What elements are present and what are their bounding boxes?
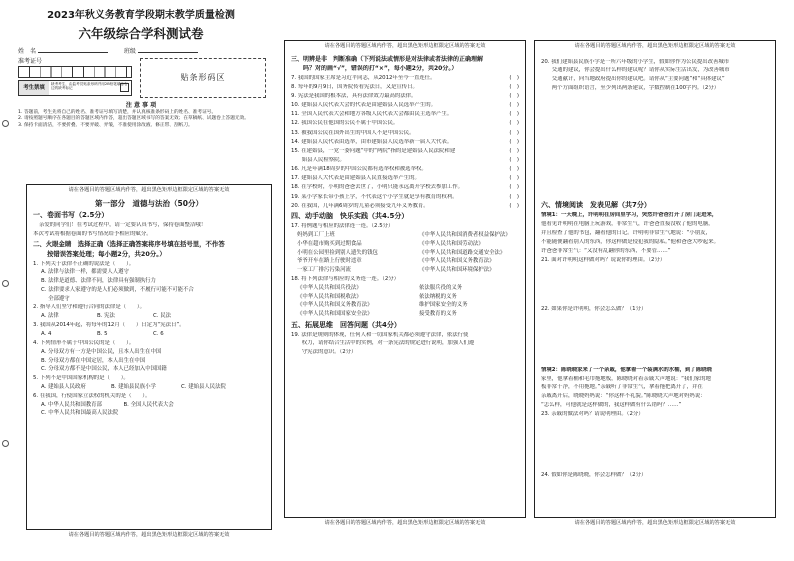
- match-list-1: [291, 232, 519, 274]
- region-warning-top-middle: 请在各题目的答题区域内作答，超出黑色矩形边框限定区域的答案无效: [324, 43, 486, 49]
- judge-item: [291, 194, 519, 201]
- section-3-title: 三、明辨是非 判断准确（下列说法或情形是对法律或者法律的正确理解: [291, 55, 484, 63]
- section-2-title: 二、火眼金睛 选择正确（选择正确答案将序号填在括号里，不作答: [33, 240, 225, 249]
- match-left: 《中华人民共和国义务教育法》: [297, 302, 373, 309]
- q20-line-2: 交通的建议，你会提出什么样的建议呢？请你从实际生活出发，为改善城市: [541, 67, 730, 74]
- q5-opt-b: B. 建始县民族小学: [111, 383, 156, 390]
- q2-opt-c: C. 民法: [153, 313, 171, 320]
- story-line: 板非常干净，不用拖地。”亲戚听了非常生气，拿着拖把离开了，并在: [541, 384, 703, 391]
- judge-text: 16. 凡是年满18周岁的中国公民都有选举权和被选举权。: [291, 166, 427, 173]
- judge-text: 10. 建始县人民代表大会的代表是由建始县人民选举产生的。: [291, 102, 437, 109]
- judge-text: 11. 全国人民代表大会和地方各级人民代表大会都由民主选举产生。: [291, 111, 453, 118]
- q4: 4. 下列情形不属于中国公民的是（ ）。: [33, 339, 135, 346]
- match-right: 接受教育的义务: [419, 311, 457, 318]
- story-1: [541, 212, 769, 255]
- notice-list: [18, 110, 268, 129]
- section-6-title: 六、情境阅读 发表见解（共7分）: [541, 201, 651, 210]
- q20-line-3: 交通献计，向当地政府提出你的建议吧。请你从“主要问题”和“具体建议”: [541, 76, 725, 83]
- absent-mark[interactable]: [120, 83, 129, 92]
- q2-opt-b: B. 宪法: [97, 313, 115, 320]
- q5-options: [41, 384, 265, 391]
- judge-text: 20. 在我国，几年满6周岁的儿童必须接受九年义务教育。: [291, 202, 429, 209]
- match-row: [297, 311, 519, 318]
- judge-item: [291, 157, 519, 164]
- judge-text: 18. 在学校时，小明的爸爸去世了，小明只能永远离开学校去参加工作。: [291, 184, 464, 191]
- q21-answer-space[interactable]: [541, 266, 769, 306]
- q22-answer-space[interactable]: [541, 315, 769, 367]
- judge-item: [291, 84, 519, 91]
- judge-answer-bracket[interactable]: ( ): [509, 147, 519, 154]
- answer-region-middle[interactable]: [284, 40, 526, 518]
- judge-text: 19. 某小学家长带小孩上学，不代表这个小学生就是享有教育的权利。: [291, 193, 458, 200]
- q6-opt-c: C. 中华人民共和国最高人民法院: [41, 410, 119, 417]
- region-warning-bottom-left: 请在各题目的答题区域内作答，超出黑色矩形边框限定区域的答案无效: [68, 532, 230, 538]
- q4-opt-b: B. 分母双方都在中国定居，本人出生在中国: [41, 357, 146, 364]
- judge-text: 始县人民检察院。: [291, 156, 345, 163]
- match-row: [297, 302, 519, 309]
- q5-opt-a: A. 建始县人民政府: [41, 383, 86, 390]
- q19-line-1: 19. 法律是规则的体现，任何人和一切国家机关都必须遵守法律，依法行使: [291, 331, 469, 338]
- ticket-number-grid[interactable]: [18, 66, 132, 78]
- story-line: 情境1：一天晚上，许明明在房间里学习，突然许爸爸打开了房门走进来，: [541, 212, 718, 218]
- binding-marks: [2, 0, 8, 561]
- q1: 1. 下列关于法律不正确的说法是（ ）。: [33, 260, 135, 267]
- barcode-label: 贴条形码区: [180, 73, 226, 82]
- match-left: 《中华人民共和国兵役法》: [297, 284, 362, 291]
- match-left: 《中华人民共和国国家安全法》: [297, 311, 373, 318]
- match-right: 《中华人民共和国义务教育法》: [419, 258, 495, 265]
- q2-opt-a: A. 法律: [41, 313, 59, 320]
- exam-title: 2023年秋义务教育学段期末教学质量检测: [47, 10, 235, 21]
- match-row: [297, 250, 519, 257]
- q20-line-1: 20. 我们建始县民族小学是一所六年级的小学生，假如你作为公民提出改善城市: [541, 58, 730, 65]
- q4-opt-a: A. 分母双方有一方是中国公民，且本人出生在中国: [41, 348, 162, 355]
- judge-text: 8. 每年的9月9日，国务院传看宪法日，又是宣传日。: [291, 83, 418, 90]
- q24: 24. 假如你是陈晓晓，你会怎样做？（2分）: [541, 472, 647, 479]
- match-left: 小明在公园里捡到别人遗失的钱包: [297, 249, 378, 256]
- story-line: “怎么样，可他就是这样做的，我这样做有什么错吗？……”: [541, 402, 682, 409]
- match-right: 维护国家安全的义务: [419, 302, 468, 309]
- match-left: 《中华人民共和国税收法》: [297, 293, 362, 300]
- judge-answer-bracket[interactable]: ( ): [509, 74, 519, 81]
- q4-opt-c: C. 分母双方都不是中国公民，本人已经加入中国国籍: [41, 366, 167, 373]
- name-row: [18, 46, 258, 56]
- notice-title: 注 意 事 项: [125, 102, 157, 109]
- judge-answer-bracket[interactable]: ( ): [509, 92, 519, 99]
- judge-item: [291, 111, 519, 118]
- judge-item: [291, 75, 519, 82]
- name-field[interactable]: [38, 46, 108, 53]
- stamp-box: [18, 80, 132, 96]
- judge-answer-bracket[interactable]: ( ): [509, 129, 519, 136]
- judge-item: [291, 120, 519, 127]
- ticket-label: 准考证号: [18, 58, 43, 65]
- match-right: 《中华人民共和国道路交通安全法》: [419, 249, 506, 256]
- story-line: 不能随便翻看别人的东西，你这样做是侵犯我的隐私。”他和爸爸大吵起来。: [541, 238, 719, 245]
- judge-item: [291, 130, 519, 137]
- match-left: 爷爷开车在路上行驶时违章: [297, 258, 362, 265]
- match-left: 一家工厂排污污染河流: [297, 267, 351, 274]
- column-left: [10, 6, 272, 546]
- q1-opt-c-cont: 全部遵守: [41, 295, 70, 302]
- section-1-title: 一、卷面书写（2.5分）: [33, 210, 109, 219]
- q3-opt-b: B. 5: [97, 331, 108, 338]
- q2-options: [41, 313, 265, 320]
- match-right: 《中华人民共和国环境保护法》: [419, 267, 495, 274]
- story-line: 许爸爸非常生气：“又没有乱翻你的东西，不要管……”: [541, 247, 671, 254]
- region-warning-top-right: 请在各题目的答题区域内作答，超出黑色矩形边框限定区域的答案无效: [574, 43, 736, 49]
- match-row: [297, 285, 519, 292]
- q20-answer-space[interactable]: [541, 94, 769, 198]
- q20-line-4: 两个方面组织语言，至少列出两条建议，字数控制在100字内。（2分）: [541, 85, 720, 92]
- barcode-area: [140, 58, 266, 98]
- match-right: 依法纳税的义务: [419, 293, 457, 300]
- q6: 6. 在我国，行使国家立法权的机关的是（ ）。: [33, 392, 151, 399]
- judge-text: 12. 我国公民在他国的公民不属于中国公民。: [291, 120, 399, 127]
- judge-answer-bracket[interactable]: ( ): [509, 175, 519, 182]
- answer-region-right[interactable]: [534, 40, 776, 518]
- q3-opt-c: C. 6: [153, 331, 164, 338]
- judge-item: [291, 203, 519, 210]
- story-line: 情境2：陈晓晓家来了一个亲戚，他拿着一个装满水的水桶，到了陈晓晓: [541, 366, 712, 373]
- q23-answer-space[interactable]: [541, 420, 769, 472]
- answer-region-left[interactable]: [26, 184, 272, 530]
- notice-3: 3. 保持卡面清洁，不要折叠、不要弄破、弄皱，不准使用涂改液、修正带、刮纸刀。: [18, 122, 193, 128]
- notice-2: 2. 请按照题号顺序在各题目的答题区域内作答，超出答题区域书写的答案无效；在草稿纸、试题卷上答题无效。: [18, 116, 249, 122]
- match-right: 依法服兵役的义务: [419, 284, 463, 291]
- match-row: [297, 294, 519, 301]
- q21: 21. 面对许明明这样做对吗？说说你的理由。（2分）: [541, 256, 666, 263]
- q19-line-2: 权力，请你结合生活中的实例，对一条宪法的规定进行说明，加强人们遵: [291, 340, 475, 347]
- match-right: 《中华人民共和国消费者权益保护法》: [419, 232, 511, 239]
- judge-answer-bracket[interactable]: ( ): [509, 202, 519, 209]
- stamp-note: 缺考考生，由监考员贴条形码并用2B铅笔填涂右边的缺考标记: [51, 82, 128, 91]
- judge-answer-bracket[interactable]: ( ): [509, 166, 519, 173]
- judge-answer-bracket[interactable]: ( ): [509, 102, 519, 109]
- judge-answer-bracket[interactable]: ( ): [509, 111, 519, 118]
- judge-text: 15. 在建始县，一党一委问题“中的“两院”指的是建始县人民法院和建: [291, 147, 456, 154]
- match-left: 小华在超市购买到过期食品: [297, 240, 362, 247]
- judge-item: [291, 93, 519, 100]
- judge-text: 7. 我国的国家主席是习近平同志，从2012年至今一直连任。: [291, 74, 436, 81]
- section-1-text-1: 亲爱的同学们！在考试过程中，请一定要认真书写，保持卷面整洁哦！: [39, 221, 207, 228]
- judge-item: [291, 184, 519, 191]
- judge-answer-bracket[interactable]: ( ): [509, 156, 519, 163]
- subject-title: 六年级综合学科测试卷: [78, 26, 204, 41]
- story-line: 他看见许明明在电脑上玩游戏，非常生气，许爸爸直接没收了他的电脑，: [541, 220, 714, 227]
- section-1-text-2: 本次考试将根据卷面的书写情况给予相应的赋分。: [33, 230, 152, 237]
- q23: 23. 亲戚的做法对吗？请说明理由。（2分）: [541, 411, 644, 418]
- judge-text: 14. 建始县人民代表由选举，由市建始县人民选举新一届人大代表。: [291, 138, 453, 145]
- match-row: [297, 267, 519, 274]
- judge-answer-bracket[interactable]: ( ): [509, 184, 519, 191]
- region-warning-bottom-middle: 请在各题目的答题区域内作答，超出黑色矩形边框限定区域的答案无效: [324, 520, 486, 526]
- q22: 22. 如果你是许明明，你会怎么做？（1分）: [541, 305, 647, 312]
- judge-item: [291, 102, 519, 109]
- story-line: 家里，他拿着桶和毛巾拖地板，陈晓晓对着亲戚大声地说：“我们家的地: [541, 375, 711, 382]
- match-row: [297, 258, 519, 265]
- q3-options: [41, 331, 265, 338]
- match-list-2: [291, 285, 519, 318]
- region-warning-top: 请在各题目的答题区域内作答，超出黑色矩形边框限定区域的答案无效: [68, 187, 230, 193]
- match-row: [297, 232, 519, 239]
- section-3-title-b: 吗？对的画“√”，错误的打“×”，每小题2分，共20分。）: [303, 65, 458, 72]
- q1-opt-b: B. 法律是道德、法律不同，法律具有强制执行力: [41, 278, 156, 285]
- judge-item: [291, 139, 519, 146]
- q2: 2. 指导人们坚守和遵行合同的法律是（ ）。: [33, 304, 145, 311]
- judge-answer-bracket[interactable]: ( ): [509, 120, 519, 127]
- judge-item: [291, 175, 519, 182]
- binding-hole-icon: [2, 120, 9, 127]
- judge-text: 9. 宪法是我国的根本法，具有法律效力最高的法律。: [291, 92, 417, 99]
- q1-opt-c: C. 法律要求人家遵守的是人们必须做到，不履行可能不可能不合: [41, 286, 194, 293]
- judge-item: [291, 166, 519, 173]
- class-field[interactable]: [138, 46, 198, 53]
- q3-opt-a: A. 4: [41, 331, 52, 338]
- part-title: 第一部分 道德与法治（50分）: [95, 198, 203, 208]
- q5: 5. 下列不是中国国家机构的是（ ）。: [33, 375, 129, 381]
- q19-line-3: 守宪法的意识。（2分）: [291, 349, 357, 356]
- notice-1: 1. 答题前，考生先将自己的姓名、准考证号填写清楚，并认真核准条形码上的姓名、准考证号。: [18, 110, 217, 115]
- stamp-label: 考生禁填: [19, 81, 49, 95]
- match-left: 妈妈到工厂上班: [297, 232, 335, 239]
- binding-hole-icon: [2, 280, 9, 287]
- section-4-title: 四、动手动脑 快乐实践（共4.5分）: [291, 212, 409, 221]
- judge-answer-bracket[interactable]: ( ): [509, 138, 519, 145]
- q1-opt-a: A. 法律与法律一样，都需要人人遵守: [41, 269, 129, 276]
- binding-hole-icon: [2, 440, 9, 447]
- section-5-title: 五、拓展思维 回答问题（共4分）: [291, 320, 401, 329]
- section-2-title-b: 按错误答案处理；每小题2分，共20分。）: [47, 250, 166, 259]
- q18: 18. 将下列法律与相应的义务连一连。（2分）: [291, 275, 400, 282]
- judge-text: 17. 建始县人大代表是由建始县人民直接选举产生的。: [291, 175, 420, 182]
- q17: 17. 将例题与相应的法律连一连。（2.5分）: [291, 223, 394, 230]
- q6-opt-ab: A. 中华人民共和国教育部 B. 全国人民代表大会: [41, 401, 174, 408]
- class-label: 班级: [123, 48, 136, 55]
- q5-opt-c: C. 建始县人民法院: [181, 383, 226, 390]
- match-right: 《中华人民共和国劳动法》: [419, 240, 484, 247]
- judge-item: [291, 148, 519, 155]
- region-warning-bottom-right: 请在各题目的答题区域内作答，超出黑色矩形边框限定区域的答案无效: [574, 520, 736, 526]
- match-row: [297, 241, 519, 248]
- judge-answer-bracket[interactable]: ( ): [509, 193, 519, 200]
- name-label: 姓 名: [18, 48, 37, 55]
- story-line: 亲戚离开后，晓晓妈妈说：“你这样不礼貌。”陈晓晓大声地对妈妈说：: [541, 393, 706, 400]
- judge-text: 13. 被我国公民在国外出生的中国人不是中国公民。: [291, 129, 415, 136]
- q3: 3. 我国从2014年起，将每年的12月（ ）日定为“宪法日”。: [33, 322, 185, 329]
- story-2: [541, 367, 769, 410]
- q20-block: [541, 59, 769, 93]
- judge-answer-bracket[interactable]: ( ): [509, 83, 519, 90]
- story-line: 并且检查了他的书包，翻看他的日记。许明明非常生气地说：“小朋友，: [541, 229, 711, 236]
- judge-list: [291, 75, 519, 210]
